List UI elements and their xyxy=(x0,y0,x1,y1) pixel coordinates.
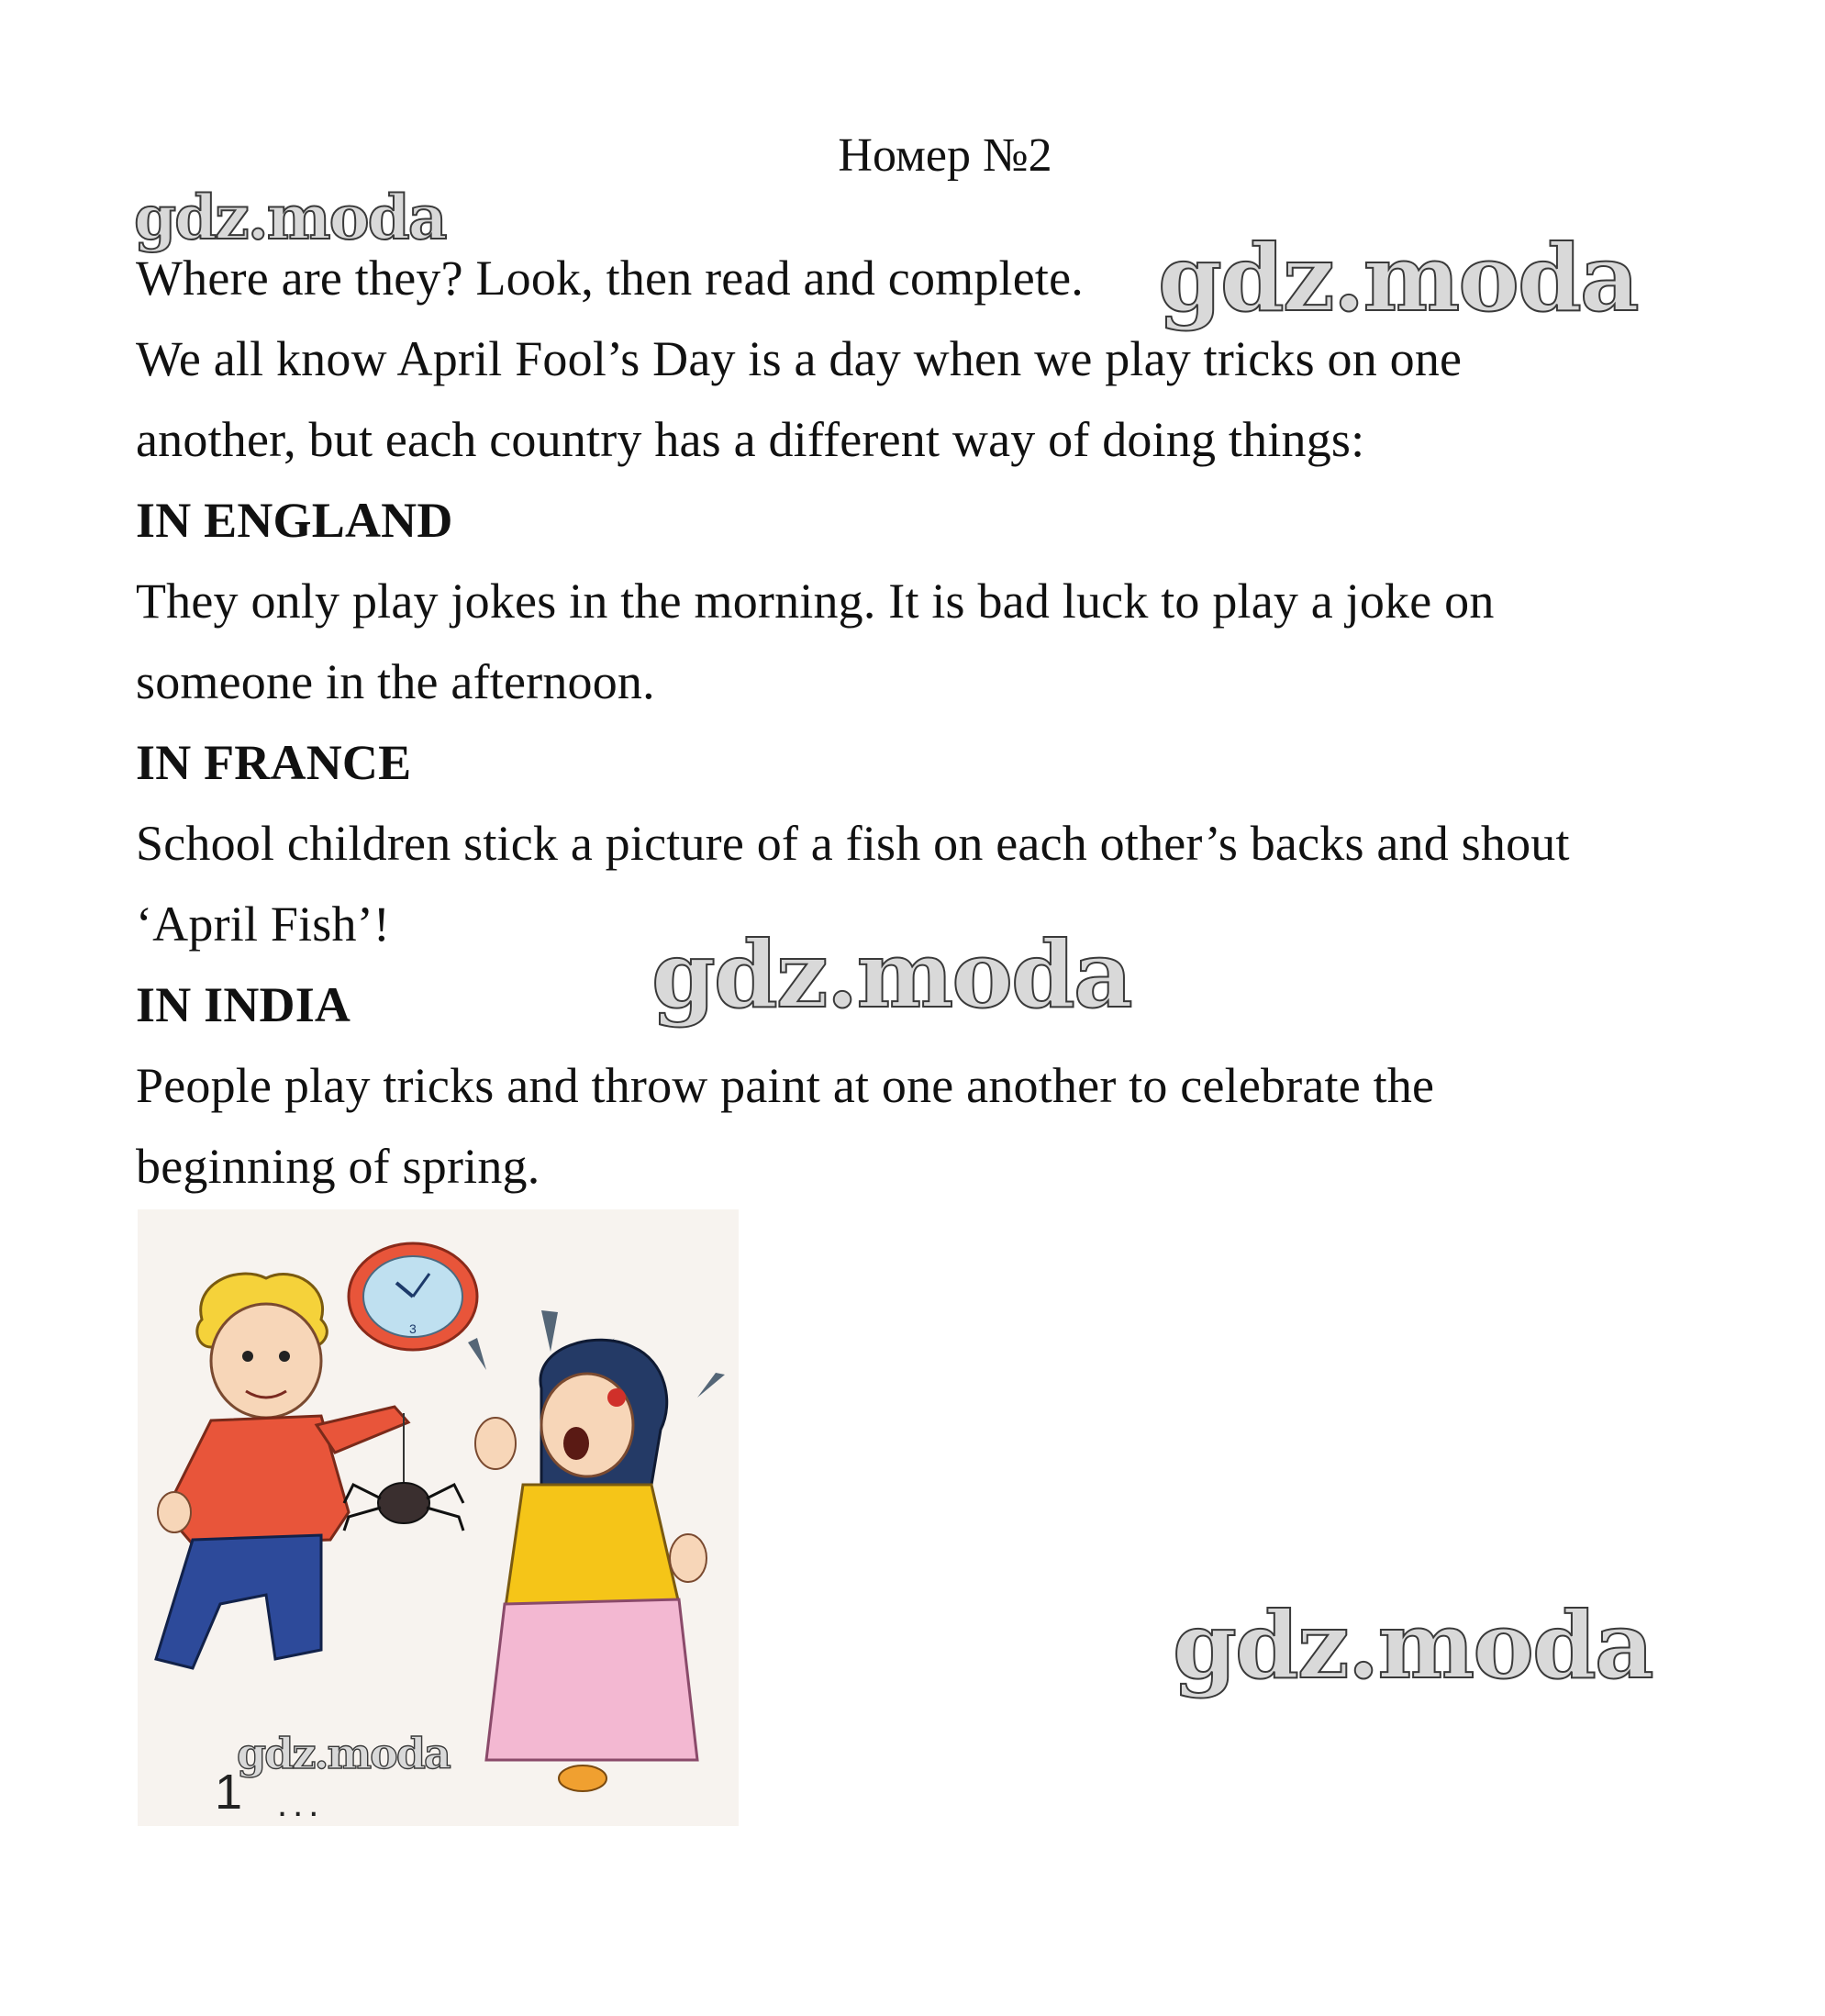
svg-text:3: 3 xyxy=(409,1321,417,1336)
section-heading-england: IN ENGLAND xyxy=(136,493,453,548)
watermark-logo: gdz.moda xyxy=(1173,1591,1653,1699)
instruction-text: Where are they? Look, then read and complete. xyxy=(136,251,1084,306)
picture-number: 1 xyxy=(215,1765,243,1820)
section-text-france-1: School children stick a picture of a fish on each other’s backs and shout xyxy=(136,816,1570,871)
illustration-april-fools xyxy=(138,1209,739,1826)
section-text-france-2: ‘April Fish’! xyxy=(136,897,391,952)
section-heading-france: IN FRANCE xyxy=(136,735,412,790)
intro-line-1: We all know April Fool’s Day is a day when we play tricks on one xyxy=(136,331,1463,386)
section-text-india-2: beginning of spring. xyxy=(136,1139,540,1194)
watermark-logo: gdz.moda xyxy=(237,1729,450,1778)
section-text-england-2: someone in the afternoon. xyxy=(136,654,655,709)
section-text-england-1: They only play jokes in the morning. It is bad luck to play a joke on xyxy=(136,574,1495,629)
page-title: Номер №2 xyxy=(838,129,1052,182)
intro-line-2: another, but each country has a different way of doing things: xyxy=(136,412,1365,467)
clock-icon xyxy=(349,1243,477,1350)
watermark-logo: gdz.moda xyxy=(651,920,1131,1029)
answer-blank: ... xyxy=(277,1784,325,1824)
section-text-india-1: People play tricks and throw paint at one another to celebrate the xyxy=(136,1058,1435,1113)
girl-figure xyxy=(475,1340,707,1791)
section-heading-india: IN INDIA xyxy=(136,977,351,1032)
watermark-logo: gdz.moda xyxy=(134,182,446,253)
watermark-logo: gdz.moda xyxy=(1158,224,1638,332)
